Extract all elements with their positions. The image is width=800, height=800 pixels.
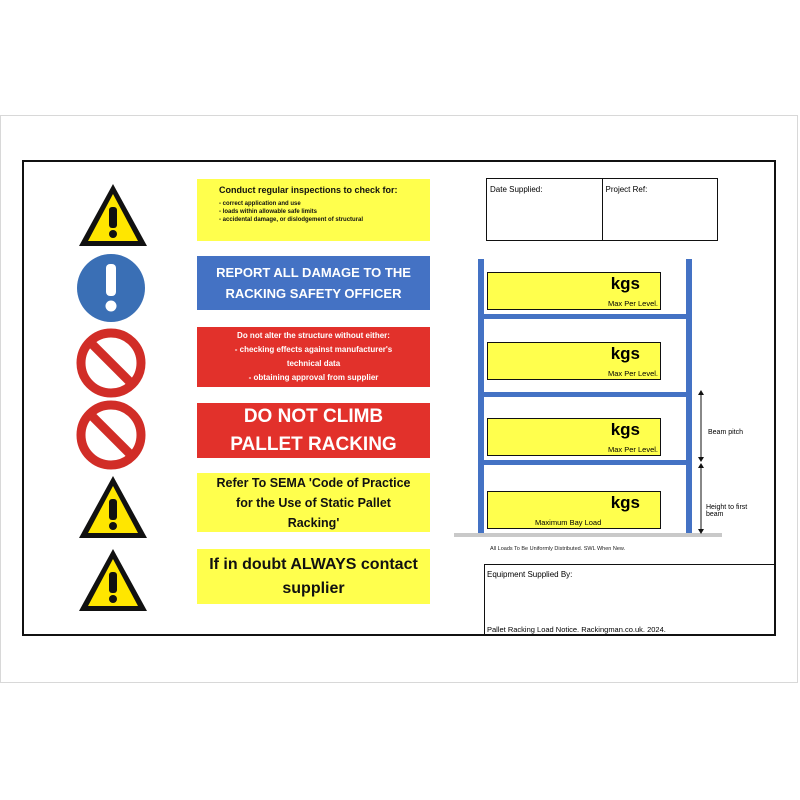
prohibition-icon <box>75 399 147 471</box>
doubt-line: If in doubt ALWAYS contact <box>209 555 418 573</box>
do-not-climb-panel <box>197 403 430 458</box>
rack-beam <box>478 460 692 465</box>
rack-beam <box>478 392 692 397</box>
inspection-panel <box>197 179 430 241</box>
alter-line: - obtaining approval from supplier <box>248 373 379 382</box>
project-ref-field: Project Ref: <box>602 179 718 240</box>
sema-line: Racking' <box>287 515 340 530</box>
inspection-item: - accidental damage, or dislodgement of structural <box>219 217 364 223</box>
rack-diagram <box>454 259 754 539</box>
alter-line: technical data <box>286 359 341 368</box>
kgs-label: kgs <box>610 344 640 363</box>
warning-triangle-icon <box>77 180 149 252</box>
alter-line: - checking effects against manufacturer's <box>234 345 393 354</box>
bay-caption: Maximum Bay Load <box>535 518 602 527</box>
info-table <box>486 178 718 241</box>
contact-supplier-panel <box>197 549 430 604</box>
beam-pitch-label: Beam pitch <box>708 429 744 436</box>
kgs-label: kgs <box>610 493 640 512</box>
equipment-supplier-box <box>484 564 776 636</box>
inspection-heading: Conduct regular inspections to check for: <box>219 185 398 195</box>
kgs-label: kgs <box>610 420 640 439</box>
bay-load-box <box>487 491 661 529</box>
sema-line: for the Use of Static Pallet <box>236 495 391 510</box>
warning-triangle-icon <box>77 545 149 617</box>
mandatory-exclamation-icon <box>75 252 147 324</box>
report-line: RACKING SAFETY OFFICER <box>225 286 402 301</box>
load-note: All Loads To Be Uniformly Distributed. SWL When New. <box>490 546 626 552</box>
level-load-box <box>487 418 661 456</box>
alter-line: Do not alter the structure without either: <box>237 331 390 340</box>
kgs-label: kgs <box>610 274 640 293</box>
do-not-alter-panel <box>197 327 430 387</box>
ground-line <box>454 533 722 537</box>
report-line: REPORT ALL DAMAGE TO THE <box>216 265 411 280</box>
prohibition-icon <box>75 327 147 399</box>
level-load-box <box>487 272 661 310</box>
level-caption: Max Per Level. <box>607 299 658 308</box>
rack-upright <box>478 259 484 535</box>
inspection-item: - loads within allowable safe limits <box>219 209 318 215</box>
climb-line: PALLET RACKING <box>230 433 397 455</box>
warning-triangle-icon <box>77 472 149 544</box>
level-load-box <box>487 342 661 380</box>
equipment-label: Equipment Supplied By: <box>487 570 573 579</box>
climb-line: DO NOT CLIMB <box>243 405 384 427</box>
rack-upright <box>686 259 692 535</box>
doubt-line: supplier <box>282 579 345 597</box>
load-notice-sign <box>22 160 776 636</box>
date-supplied-field: Date Supplied: <box>490 185 543 194</box>
report-damage-panel <box>197 256 430 310</box>
sema-line: Refer To SEMA 'Code of Practice <box>216 475 411 490</box>
inspection-item: - correct application and use <box>219 201 301 207</box>
sema-panel <box>197 473 430 532</box>
level-caption: Max Per Level. <box>607 445 658 454</box>
level-caption: Max Per Level. <box>607 369 658 378</box>
footer-credit: Pallet Racking Load Notice. Rackingman.co.uk. 2024. <box>487 625 666 634</box>
first-beam-label: Height to first beam <box>706 504 748 518</box>
rack-beam <box>478 314 692 319</box>
